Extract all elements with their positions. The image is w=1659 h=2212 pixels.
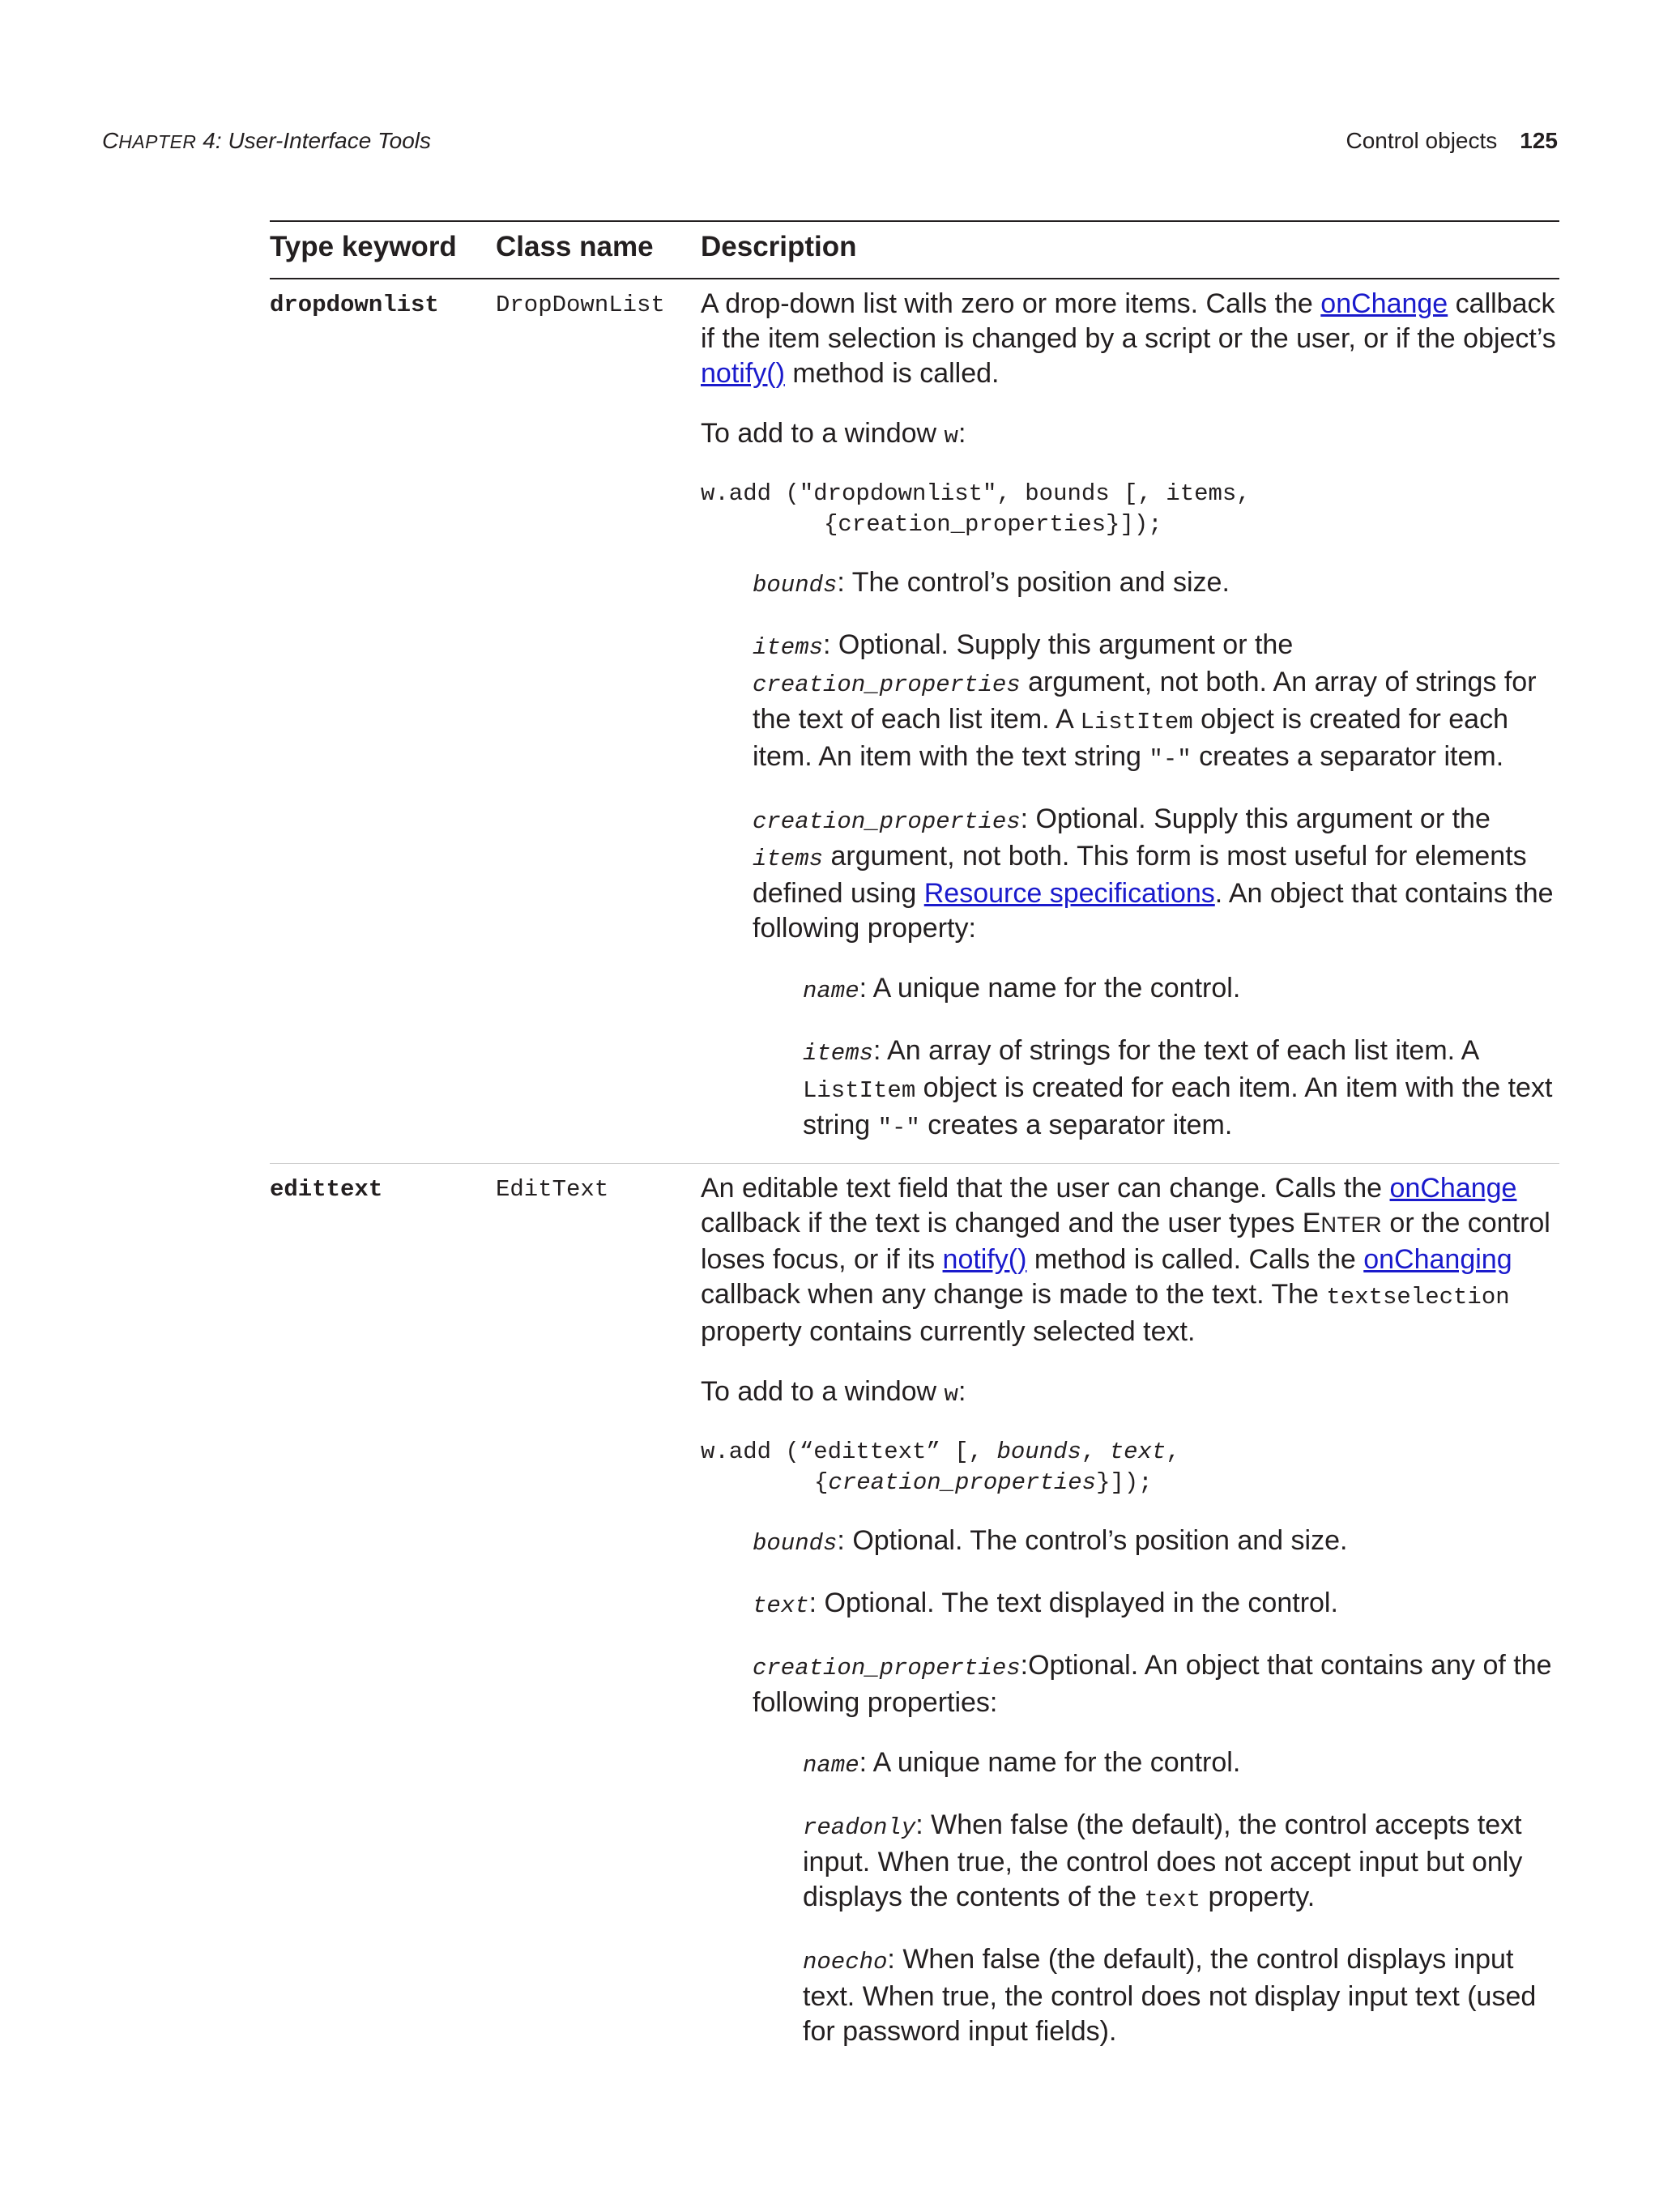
param-bounds: bounds: The control’s position and size. — [753, 567, 1230, 599]
add-instruction: To add to a window w: — [701, 1376, 966, 1408]
param-items: items: Optional. Supply this argument or the creation_properties argument, not both. An array of strings for the text of each list item. A ListItem object is created for each item. An item with the text string "-" creates a separator item. — [753, 629, 1537, 773]
table-header-rule — [270, 278, 1559, 279]
section-title: Control objects — [1346, 128, 1498, 153]
onchange-link[interactable]: onChange — [1320, 288, 1448, 319]
table-top-rule — [270, 220, 1559, 222]
code-sample: w.add (“edittext” [, bounds, text, {creation_properties}]); — [701, 1438, 1180, 1496]
property-name: name: A unique name for the control. — [803, 1747, 1241, 1779]
onchanging-link[interactable]: onChanging — [1363, 1244, 1512, 1275]
type-keyword-edittext: edittext — [270, 1176, 383, 1203]
notify-link[interactable]: notify() — [701, 358, 785, 389]
running-header-chapter: CHAPTER 4: User-Interface Tools — [102, 128, 432, 153]
onchange-link[interactable]: onChange — [1389, 1173, 1517, 1204]
resource-specifications-link[interactable]: Resource specifications — [923, 878, 1215, 909]
code-sample: w.add ("dropdownlist", bounds [, items, {creation_properties}]); — [701, 480, 1251, 538]
add-instruction: To add to a window w: — [701, 418, 966, 450]
class-name-dropdownlist: DropDownList — [496, 292, 665, 318]
type-keyword-dropdownlist: dropdownlist — [270, 292, 439, 318]
column-header-description: Description — [701, 231, 857, 262]
column-header-class-name: Class name — [496, 231, 654, 262]
param-bounds: bounds: Optional. The control’s position and size. — [753, 1525, 1348, 1557]
running-header-section — [1346, 128, 1558, 154]
property-name: name: A unique name for the control. — [803, 973, 1241, 1004]
page-number: 125 — [1520, 128, 1558, 153]
description-edittext — [701, 1171, 1559, 2074]
intro-paragraph: A drop-down list with zero or more items. Calls the onChange callback if the item selection is changed by a script or the user, or if the object’s notify() method is called. — [701, 288, 1556, 389]
intro-paragraph: An editable text field that the user can change. Calls the onChange callback if the text is changed and the user types ENTER or the control loses focus, or if its notify() method is called. Calls the onChanging callback when any change is made to the text. The textselection property contains currently selected text. — [701, 1173, 1550, 1347]
property-items: items: An array of strings for the text of each list item. A ListItem object is created for each item. An item with the text string "-" creates a separator item. — [803, 1035, 1553, 1141]
param-text: text: Optional. The text displayed in the control. — [753, 1588, 1338, 1619]
row-divider — [270, 1163, 1559, 1164]
param-creation-properties: creation_properties: Optional. Supply this argument or the items argument, not both. This form is most useful for elements defined using Resource specifications. An object that contains the following property: — [753, 803, 1554, 944]
class-name-edittext: EditText — [496, 1176, 609, 1203]
param-creation-properties: creation_properties:Optional. An object that contains any of the following properties: — [753, 1650, 1552, 1718]
column-header-type-keyword: Type keyword — [270, 231, 457, 262]
notify-link[interactable]: notify() — [942, 1244, 1027, 1275]
property-readonly: readonly: When false (the default), the control accepts text input. When true, the control does not accept input but only displays the contents of the text property. — [803, 1809, 1523, 1913]
property-noecho: noecho: When false (the default), the control displays input text. When true, the control does not display input text (used for password input fields). — [803, 1944, 1537, 2047]
description-dropdownlist — [701, 287, 1559, 1170]
